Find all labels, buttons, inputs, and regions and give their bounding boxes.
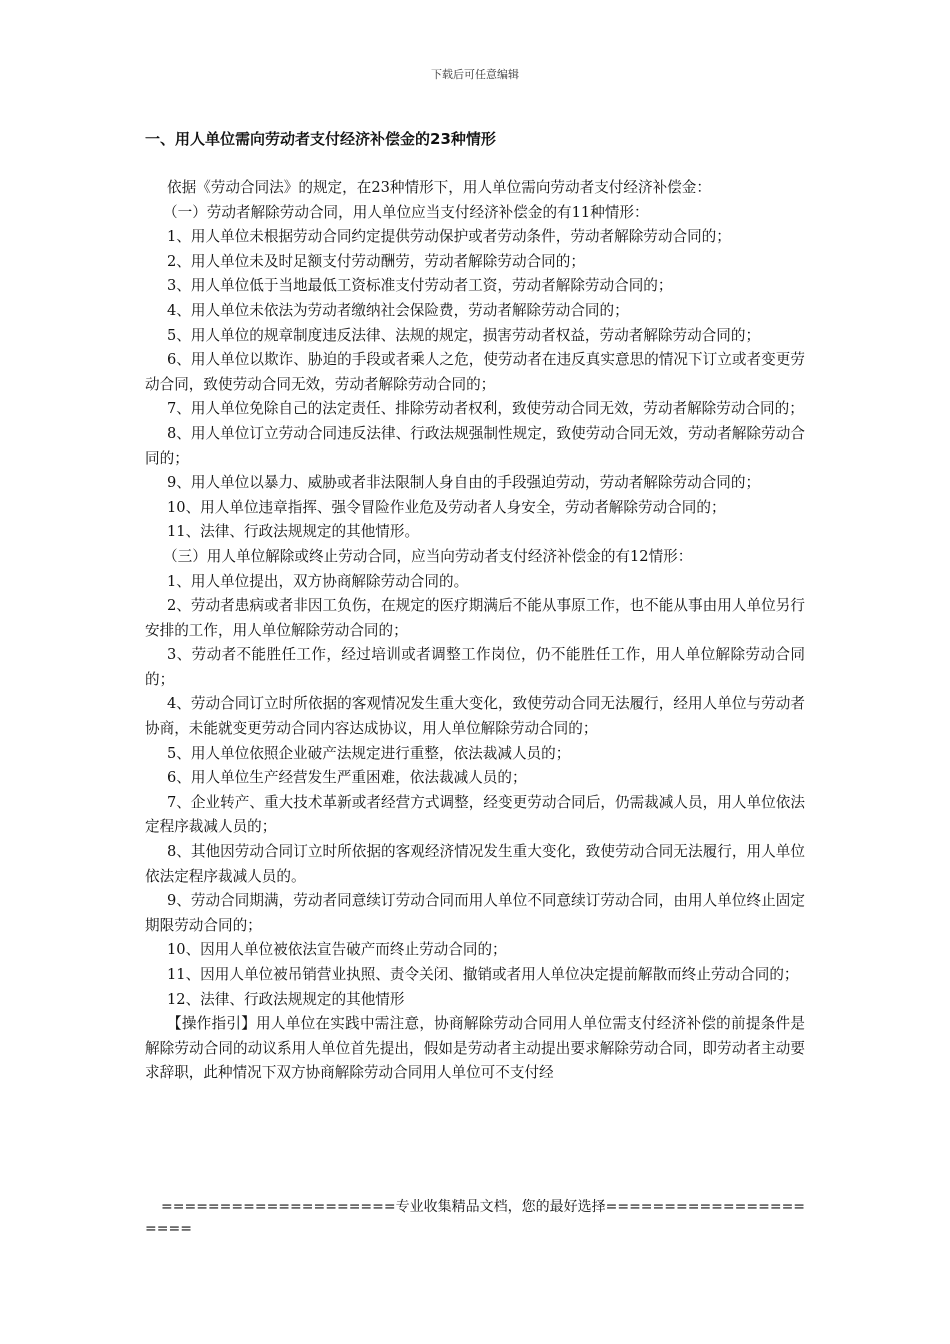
list-item: 10、因用人单位被依法宣告破产而终止劳动合同的；	[167, 941, 507, 959]
list-item: 11、法律、行政法规规定的其他情形。	[167, 523, 420, 541]
list-item: 8、用人单位订立劳动合同违反法律、行政法规强制性规定，致使劳动合同无效，劳动者解除劳动合同的；	[145, 424, 805, 467]
list-item: 7、企业转产、重大技术革新或者经营方式调整，经变更劳动合同后，仍需裁减人员，用人单位依法定程序裁减人员的；	[145, 793, 805, 836]
list-item: 2、用人单位未及时足额支付劳动酬劳，劳动者解除劳动合同的；	[167, 252, 585, 270]
list-item: 6、用人单位生产经营发生严重困难，依法裁减人员的；	[167, 769, 527, 787]
list-item: 10、用人单位违章指挥、强令冒险作业危及劳动者人身安全，劳动者解除劳动合同的；	[167, 498, 726, 516]
list-item: 1、用人单位提出，双方协商解除劳动合同的。	[167, 572, 469, 590]
page-footer: ====================专业收集精品文档，您的最好选择=====================	[145, 1199, 806, 1237]
list-item: 8、其他因劳动合同订立时所依据的客观经济情况发生重大变化，致使劳动合同无法履行，用人单位依法定程序裁减人员的。	[145, 843, 805, 885]
operation-guide-paragraph: 【操作指引】用人单位在实践中需注意，协商解除劳动合同用人单位需支付经济补偿的前提条件是解除劳动合同的动议系用人单位首先提出，假如是劳动者主动提出要求解除劳动合同，即劳动者主动要求辞职，此种情况下双方协商解除劳动合同用人单位可不支付经	[145, 1015, 805, 1082]
subsection-heading: （一）劳动者解除劳动合同，用人单位应当支付经济补偿金的有11种情形：	[163, 203, 649, 221]
list-item: 9、劳动合同期满，劳动者同意续订劳动合同而用人单位不同意续订劳动合同，由用人单位终止固定期限劳动合同的；	[145, 892, 805, 934]
list-item: 11、因用人单位被吊销营业执照、责令关闭、撤销或者用人单位决定提前解散而终止劳动合同的；	[167, 966, 799, 983]
list-item: 3、劳动者不能胜任工作，经过培训或者调整工作岗位，仍不能胜任工作，用人单位解除劳动合同的；	[145, 646, 805, 688]
paragraph: 依据《劳动合同法》的规定，在23种情形下，用人单位需向劳动者支付经济补偿金：	[167, 179, 711, 196]
subsection-heading: （三）用人单位解除或终止劳动合同，应当向劳动者支付经济补偿金的有12情形：	[163, 547, 693, 565]
list-item: 1、用人单位未根据劳动合同约定提供劳动保护或者劳动条件，劳动者解除劳动合同的；	[167, 228, 731, 246]
list-item: 9、用人单位以暴力、威胁或者非法限制人身自由的手段强迫劳动，劳动者解除劳动合同的；	[167, 474, 761, 492]
list-item: 2、劳动者患病或者非因工负伤，在规定的医疗期满后不能从事原工作，也不能从事由用人单位另行安排的工作，用人单位解除劳动合同的；	[145, 597, 805, 639]
list-item: 5、用人单位依照企业破产法规定进行重整，依法裁减人员的；	[167, 744, 571, 762]
document-body	[145, 176, 805, 1086]
list-item: 6、用人单位以欺诈、胁迫的手段或者乘人之危，使劳动者在违反真实意思的情况下订立或者变更劳动合同，致使劳动合同无效，劳动者解除劳动合同的；	[145, 351, 805, 393]
list-item: 4、劳动合同订立时所依据的客观情况发生重大变化，致使劳动合同无法履行，经用人单位与劳动者协商，未能就变更劳动合同内容达成协议，用人单位解除劳动合同的；	[145, 695, 805, 738]
list-item: 7、用人单位免除自己的法定责任、排除劳动者权利，致使劳动合同无效，劳动者解除劳动合同的；	[167, 400, 804, 418]
list-item: 12、法律、行政法规规定的其他情形	[167, 990, 405, 1008]
list-item: 5、用人单位的规章制度违反法律、法规的规定，损害劳动者权益，劳动者解除劳动合同的；	[167, 326, 761, 344]
list-item: 3、用人单位低于当地最低工资标准支付劳动者工资，劳动者解除劳动合同的；	[167, 277, 673, 295]
list-item: 4、用人单位未依法为劳动者缴纳社会保险费，劳动者解除劳动合同的；	[167, 301, 629, 319]
section-title: 一、用人单位需向劳动者支付经济补偿金的23种情形	[145, 130, 496, 148]
page-header: 下载后可任意编辑	[431, 68, 519, 81]
